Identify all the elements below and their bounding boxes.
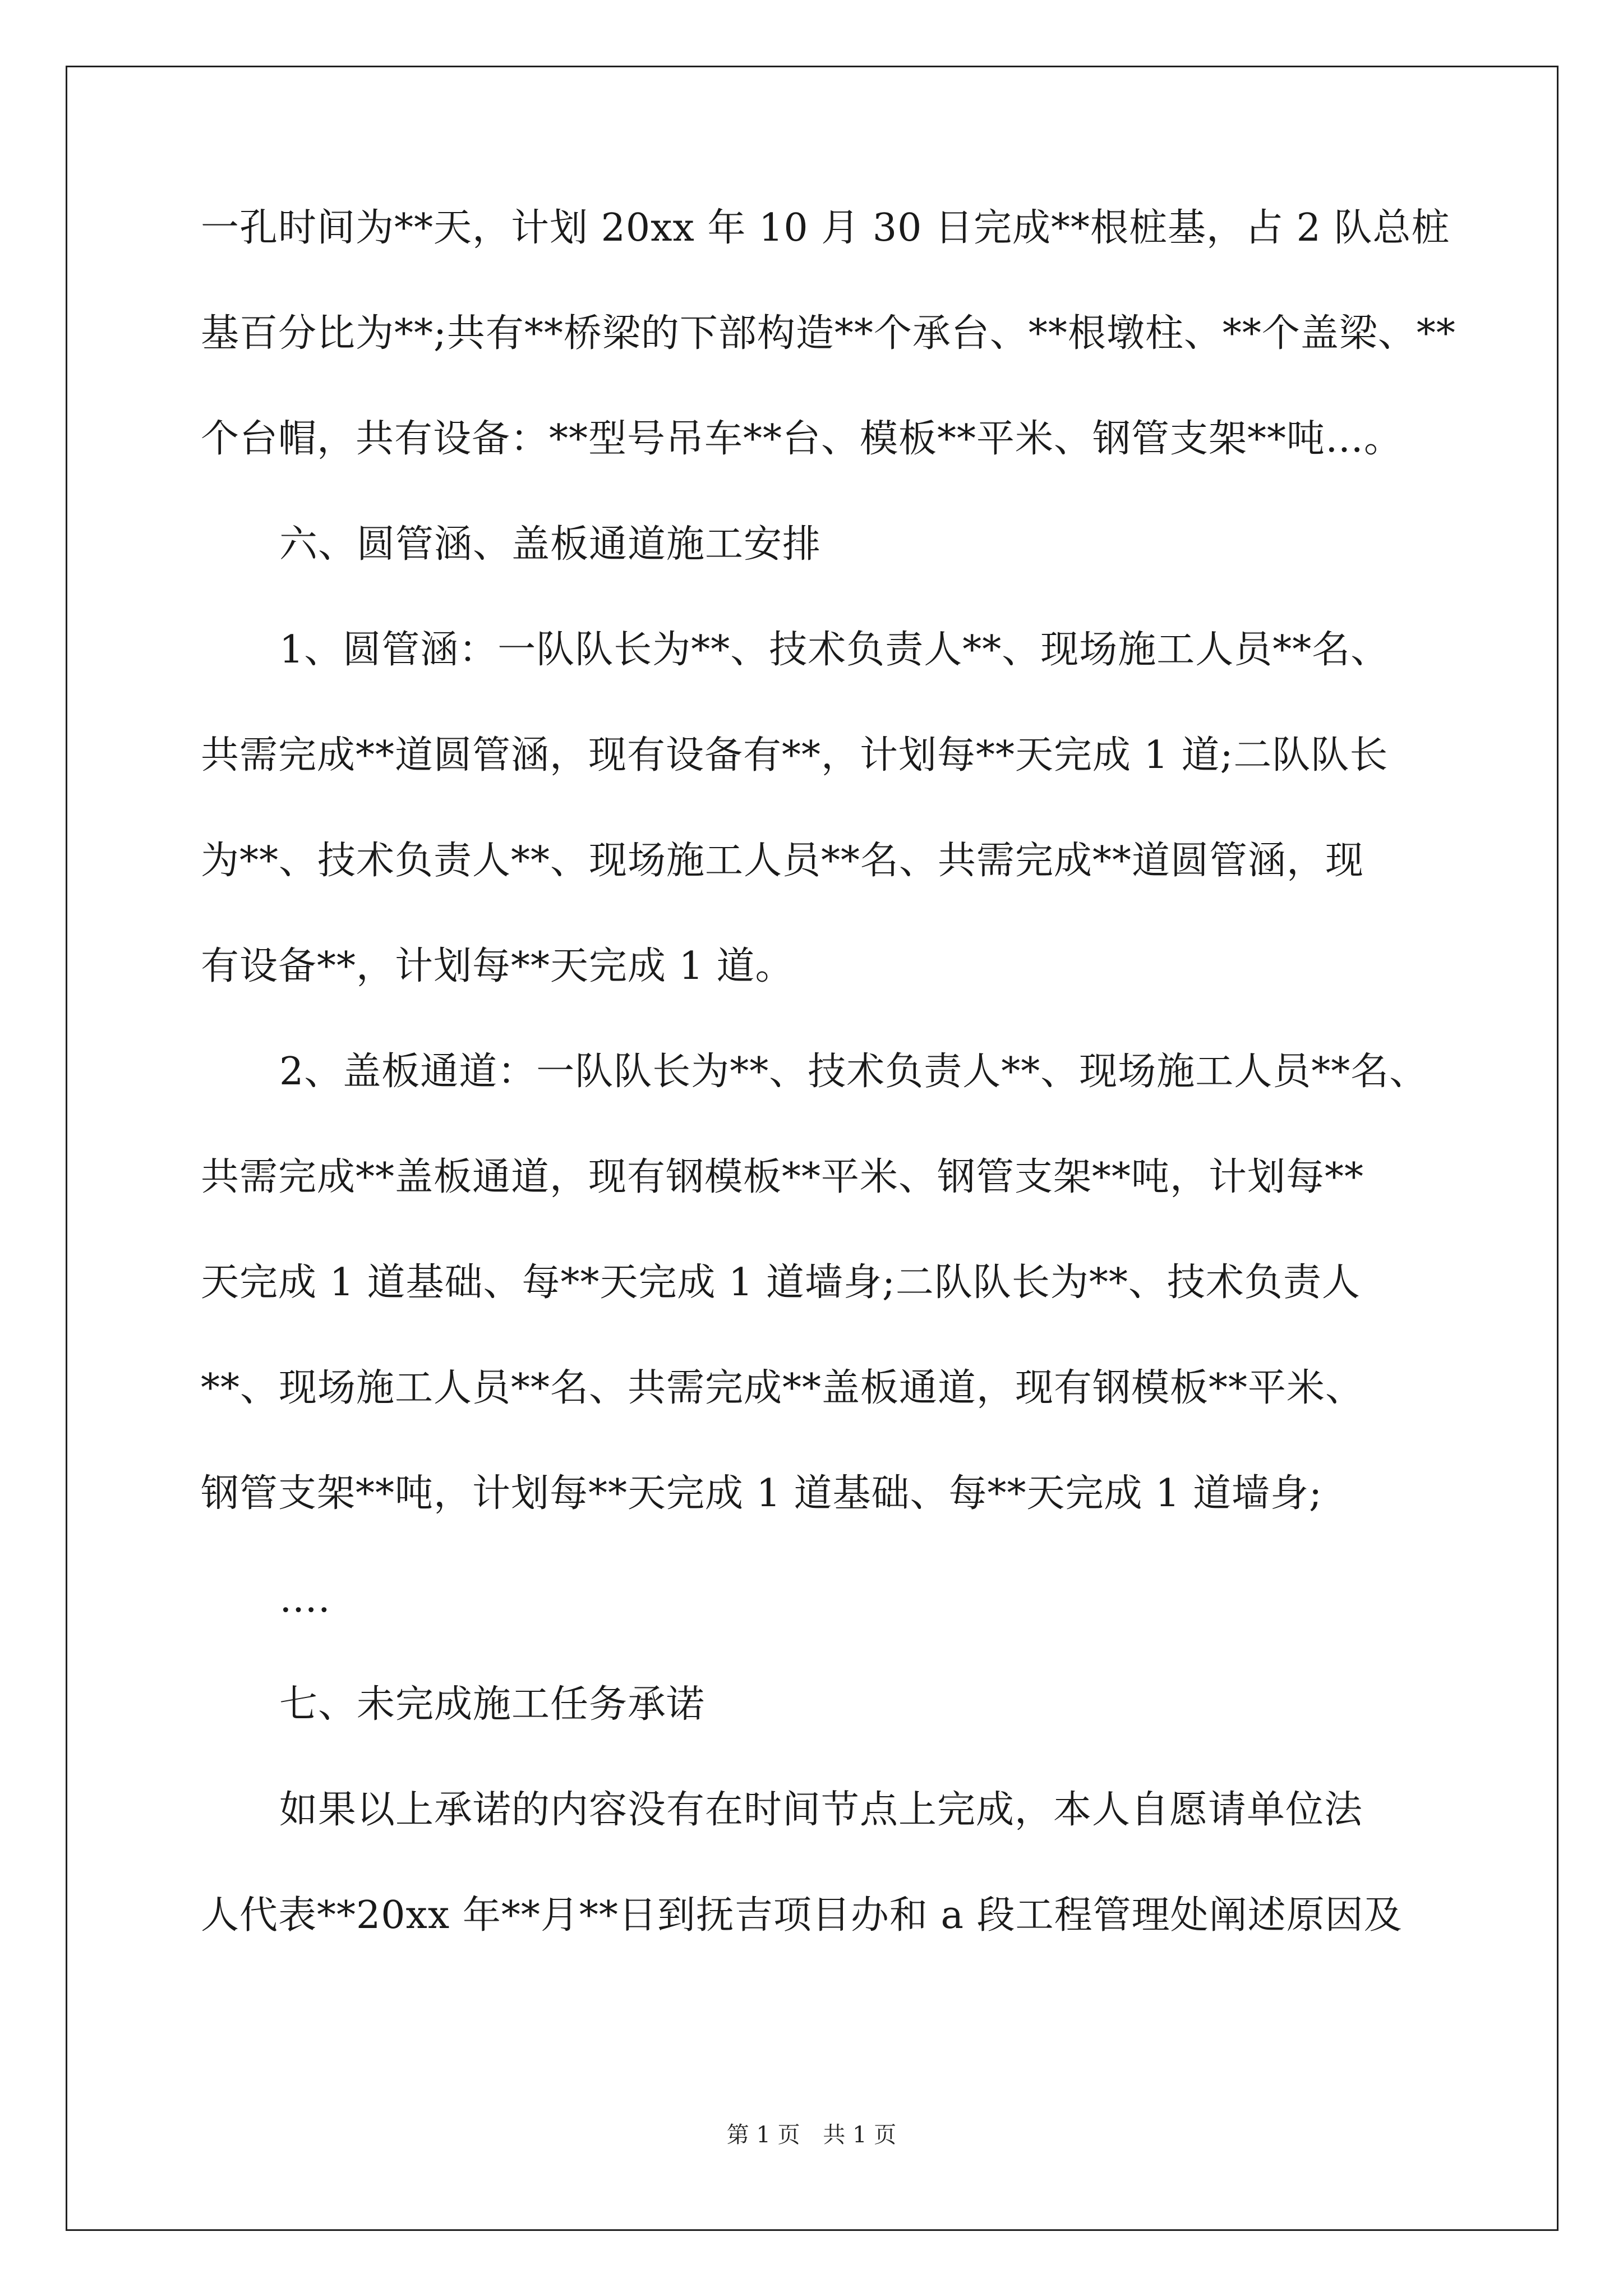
body-line: 天完成 1 道基础、每**天完成 1 道墙身;二队队长为**、技术负责人 [201, 1260, 1361, 1305]
body-line: 1、圆管涵：一队队长为**、技术负责人**、现场施工人员**名、 [279, 628, 1390, 672]
body-line: **、现场施工人员**名、共需完成**盖板通道，现有钢模板**平米、 [201, 1366, 1364, 1410]
document-body [201, 202, 1456, 1995]
body-line: 有设备**，计划每**天完成 1 道。 [201, 944, 794, 988]
page-footer [0, 2122, 1623, 2148]
body-line: 基百分比为**;共有**桥梁的下部构造**个承台、**根墩柱、**个盖梁、** [201, 311, 1456, 356]
body-line: 钢管支架**吨，计划每**天完成 1 道基础、每**天完成 1 道墙身; [201, 1471, 1322, 1516]
body-line: 为**、技术负责人**、现场施工人员**名、共需完成**道圆管涵，现 [201, 839, 1364, 883]
body-line: 共需完成**道圆管涵，现有设备有**，计划每**天完成 1 道;二队队长 [201, 733, 1389, 777]
ellipsis-line: …. [279, 1577, 331, 1621]
page-number-total: 共 1 页 [823, 2122, 897, 2148]
body-line: 如果以上承诺的内容没有在时间节点上完成，本人自愿请单位法 [279, 1788, 1363, 1832]
body-line: 个台帽，共有设备：**型号吊车**台、模板**平米、钢管支架**吨…。 [201, 417, 1403, 461]
page-number-current: 第 1 页 [726, 2122, 800, 2148]
body-line: 一孔时间为**天，计划 20xx 年 10 月 30 日完成**根桩基，占 2 队总桩 [201, 206, 1450, 250]
section-heading: 七、未完成施工任务承诺 [279, 1682, 706, 1727]
section-heading: 六、圆管涵、盖板通道施工安排 [279, 522, 822, 567]
body-line: 2、盖板通道：一队队长为**、技术负责人**、现场施工人员**名、 [279, 1050, 1428, 1094]
body-line: 共需完成**盖板通道，现有钢模板**平米、钢管支架**吨，计划每** [201, 1155, 1364, 1199]
body-line: 人代表**20xx 年**月**日到抚吉项目办和 a 段工程管理处阐述原因及 [201, 1893, 1403, 1938]
